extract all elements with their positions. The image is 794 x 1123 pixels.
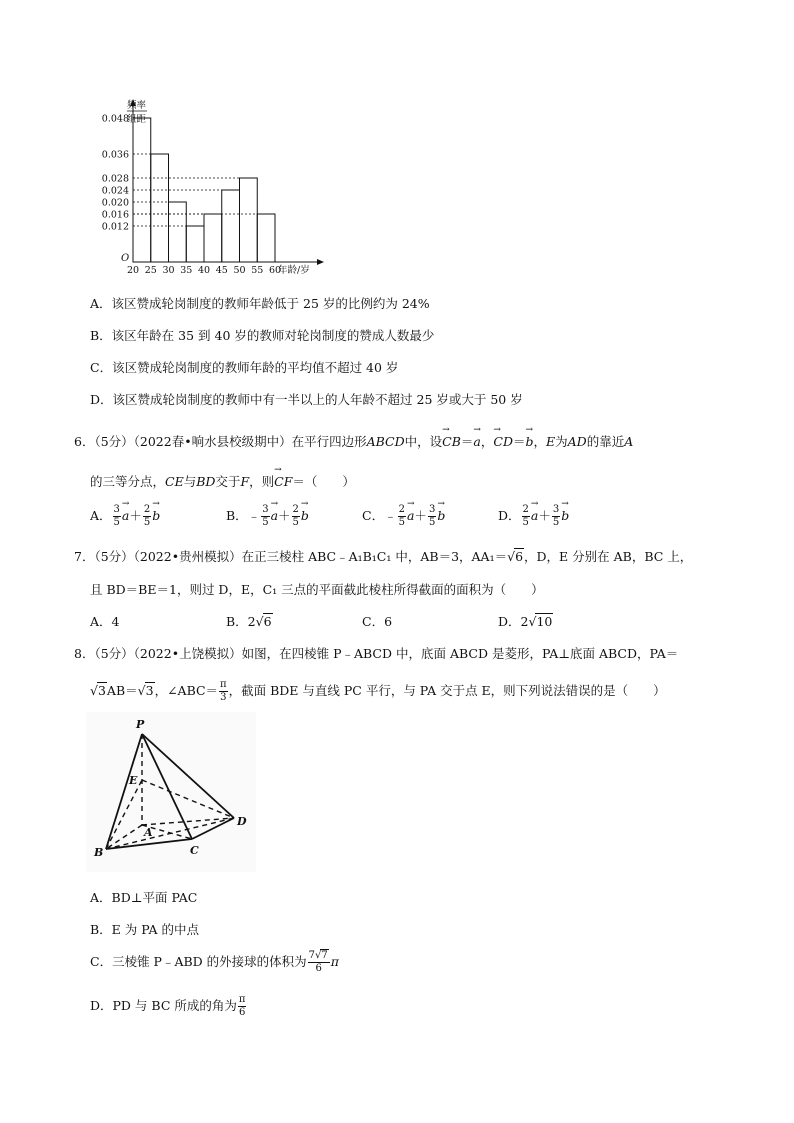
q6-option-c: C．﹣ $\frac{2}{5}$ → a＋ $\frac{3}{5}$ → b [362, 505, 445, 528]
x-tick-label: 35 [180, 265, 193, 276]
label-e: E [129, 774, 138, 787]
pyramid-figure [86, 712, 256, 872]
histogram-bar [240, 178, 258, 262]
q5-option-d: D．该区赞成轮岗制度的教师中有一半以上的人年龄不超过 25 岁或大于 50 岁 [90, 392, 523, 407]
x-tick-label: 20 [126, 265, 140, 276]
q7-stem-line2: 且 BD＝BE＝1，则过 D，E，C₁ 三点的平面截此棱柱所得截面的面积为（ ） [90, 582, 544, 597]
y-tick-label: 0.012 [101, 221, 129, 233]
q8-option-d: D．PD 与 BC 所成的角为 $\frac{\pi}{6}$ [90, 994, 246, 1018]
label-a: A [144, 826, 153, 839]
histogram-bar [204, 214, 222, 262]
q6-option-b: B．﹣ $\frac{3}{5}$ → a＋ $\frac{2}{5}$ → b [226, 505, 309, 528]
label-p: P [136, 718, 145, 731]
q7-option-c: C．6 [362, 614, 393, 629]
q5-option-b: B．该区年龄在 35 到 40 岁的教师对轮岗制度的赞成人数最少 [90, 328, 435, 343]
age-frequency-histogram [88, 96, 338, 281]
y-tick-label: 0.048 [101, 113, 129, 125]
y-tick-label: 0.024 [101, 185, 129, 197]
q8-stem-line1: 8．（5分）（2022•上饶模拟）如图，在四棱锥 P﹣ABCD 中，底面 ABCD 是菱形，PA⊥底面 ABCD，PA＝ [74, 646, 679, 661]
q7-option-d: D．2√10 [498, 614, 553, 629]
y-tick-label: 0.020 [101, 197, 129, 209]
q8-option-b: B．E 为 PA 的中点 [90, 922, 200, 937]
q6-option-a: A． $\frac{3}{5}$ → a＋ $\frac{2}{5}$ → b [90, 505, 160, 528]
x-tick-label: 40 [197, 265, 211, 276]
x-tick-label: 25 [144, 265, 157, 276]
y-tick-label: 0.036 [101, 149, 129, 161]
origin-label: O [121, 253, 130, 264]
label-c: C [190, 844, 199, 857]
x-axis-arrow [317, 259, 324, 265]
x-tick-label: 60 [268, 265, 282, 276]
q8-stem-line2: √3AB＝√3，∠ABC＝ $\frac{\pi}{3}$ ，截面 BDE 与直线 PC 平行，与 PA 交于点 E，则下列说法错误的是（ ） [90, 679, 666, 703]
histogram-bar [222, 190, 240, 262]
histogram-bar [151, 154, 169, 262]
q6-stem-line2: 的三等分点，CE与BD交于F，则→ CF＝（ ） [90, 472, 355, 490]
q8-option-a: A．BD⊥平面 PAC [90, 890, 198, 905]
histogram-bar [169, 202, 187, 262]
x-axis-label: 年龄/岁 [278, 265, 310, 276]
q7-option-a: A．4 [90, 614, 120, 629]
x-tick-label: 55 [251, 265, 264, 276]
histogram-bar [186, 226, 204, 262]
q8-option-c: C．三棱锥 P﹣ABD 的外接球的体积为 $\frac{7√7}{6}$ π [90, 950, 340, 974]
x-tick-label: 45 [215, 265, 228, 276]
histogram-bar [257, 214, 275, 262]
y-axis-label-bottom: 组距 [127, 114, 147, 125]
y-axis-label-top: 频率 [127, 100, 147, 111]
x-tick-label: 30 [162, 265, 175, 276]
y-tick-label: 0.028 [101, 173, 129, 185]
x-tick-label: 50 [233, 265, 246, 276]
label-d: D [237, 815, 247, 828]
q5-option-c: C．该区赞成轮岗制度的教师年龄的平均值不超过 40 岁 [90, 360, 399, 375]
q7-stem-line1: 7．（5分）（2022•贵州模拟）在正三棱柱 ABC﹣A₁B₁C₁ 中，AB＝3，AA₁＝√6，D，E 分别在 AB，BC 上， [74, 549, 693, 564]
q7-option-b: B．2√6 [226, 614, 272, 629]
label-b: B [94, 846, 104, 859]
q6-option-d: D． $\frac{2}{5}$ → a＋ $\frac{3}{5}$ → b [498, 505, 569, 528]
q5-option-a: A．该区赞成轮岗制度的教师年龄低于 25 岁的比例约为 24% [90, 296, 430, 311]
q6-stem-line1: 6．（5分）（2022春•响水县校级期中）在平行四边形ABCD中，设→ CB＝→ a，→ CD＝→ b，E为AD的靠近A [74, 432, 633, 450]
y-tick-label: 0.016 [101, 209, 129, 221]
